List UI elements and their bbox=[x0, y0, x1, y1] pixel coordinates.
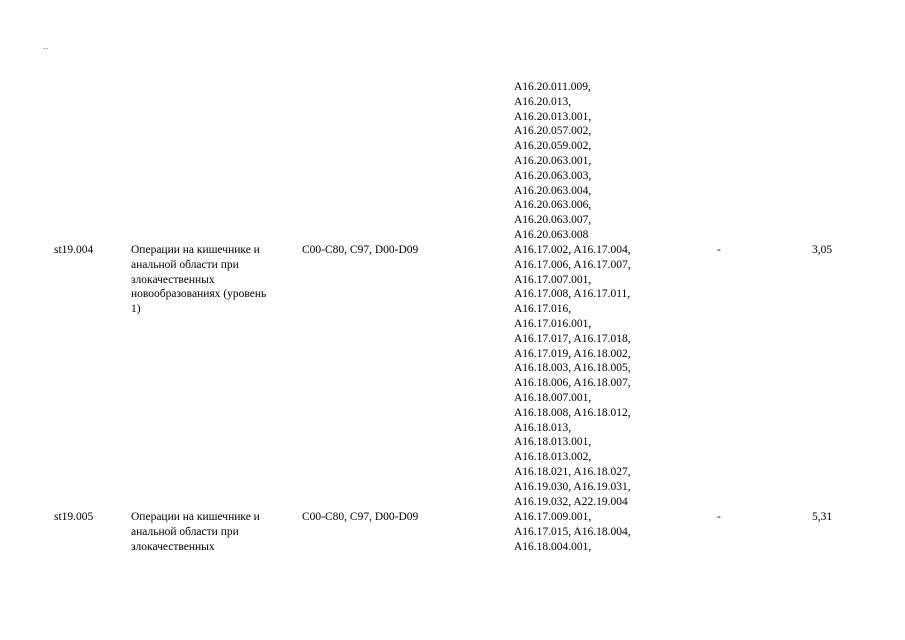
operation-code-line: A16.20.063.001, bbox=[514, 154, 592, 167]
operation-code-line: A16.19.030, A16.19.031, bbox=[514, 480, 631, 493]
group-code: st19.005 bbox=[54, 511, 94, 523]
operation-code-line: A16.17.007.001, bbox=[514, 273, 592, 286]
operation-code-line: A16.20.059.002, bbox=[514, 140, 592, 153]
operation-code-line: A16.17.015, A16.18.004, bbox=[514, 525, 631, 538]
group-name-line: Операции на кишечнике и bbox=[131, 511, 260, 523]
operation-code-line: A16.18.008, A16.18.012, bbox=[514, 406, 631, 419]
operation-code-line: A16.20.063.004, bbox=[514, 184, 592, 197]
group-name-line: новообразованиях (уровень bbox=[131, 288, 267, 301]
operation-code-line: A16.20.013, bbox=[514, 95, 572, 108]
operation-code-line: A16.18.007.001, bbox=[514, 391, 592, 404]
group-name-line: Операции на кишечнике и bbox=[131, 244, 260, 256]
operation-code-line: A16.20.057.002, bbox=[514, 125, 592, 138]
extra-criterion: - bbox=[717, 244, 721, 256]
operation-code-line: A16.20.063.007, bbox=[514, 214, 592, 227]
cost-coefficient: 3,05 bbox=[812, 244, 833, 256]
operation-code-line: A16.20.063.003, bbox=[514, 169, 592, 182]
operation-code-line: A16.18.004.001, bbox=[514, 540, 592, 553]
diagnosis-codes: C00-C80, C97, D00-D09 bbox=[302, 244, 419, 256]
group-name-line: злокачественных bbox=[131, 273, 215, 286]
group-name-line: анальной области при bbox=[131, 258, 239, 271]
group-name bbox=[131, 243, 291, 317]
operation-code-line: A16.17.016, bbox=[514, 303, 572, 316]
group-name-line: анальной области при bbox=[131, 525, 239, 538]
group-name-line: 1) bbox=[131, 303, 141, 316]
operation-code-line: A16.18.006, A16.18.007, bbox=[514, 377, 631, 390]
diagnosis-codes: C00-C80, C97, D00-D09 bbox=[302, 511, 419, 523]
operation-code-line: A16.17.006, A16.17.007, bbox=[514, 258, 631, 271]
operation-codes bbox=[514, 510, 684, 554]
page-corner-mark: .. bbox=[43, 42, 49, 51]
operation-code-line: A16.20.063.006, bbox=[514, 199, 592, 212]
group-name-line: злокачественных bbox=[131, 540, 215, 553]
operation-code-line: A16.19.032, A22.19.004 bbox=[514, 495, 628, 508]
operation-code-line: A16.20.011.009, bbox=[514, 81, 591, 93]
extra-criterion: - bbox=[717, 511, 721, 523]
group-code: st19.004 bbox=[54, 244, 94, 256]
operation-code-line: A16.18.003, A16.18.005, bbox=[514, 362, 631, 375]
cost-coefficient: 5,31 bbox=[812, 511, 833, 523]
operation-code-line: A16.18.013, bbox=[514, 421, 572, 434]
operation-code-line: A16.18.013.002, bbox=[514, 451, 592, 464]
operation-code-line: A16.18.021, A16.18.027, bbox=[514, 465, 631, 478]
group-name bbox=[131, 510, 291, 554]
operations-continuation bbox=[514, 80, 684, 243]
operation-code-line: A16.17.009.001, bbox=[514, 511, 592, 523]
operation-code-line: A16.17.008, A16.17.011, bbox=[514, 288, 631, 301]
operation-code-line: A16.20.013.001, bbox=[514, 110, 592, 123]
operation-code-line: A16.20.063.008 bbox=[514, 228, 589, 241]
operation-code-line: A16.17.016.001, bbox=[514, 317, 592, 330]
operation-code-line: A16.18.013.001, bbox=[514, 436, 592, 449]
operation-code-line: A16.17.017, A16.17.018, bbox=[514, 332, 631, 345]
operation-code-line: A16.17.002, A16.17.004, bbox=[514, 244, 631, 256]
operation-code-line: A16.17.019, A16.18.002, bbox=[514, 347, 631, 360]
operation-codes bbox=[514, 243, 684, 509]
